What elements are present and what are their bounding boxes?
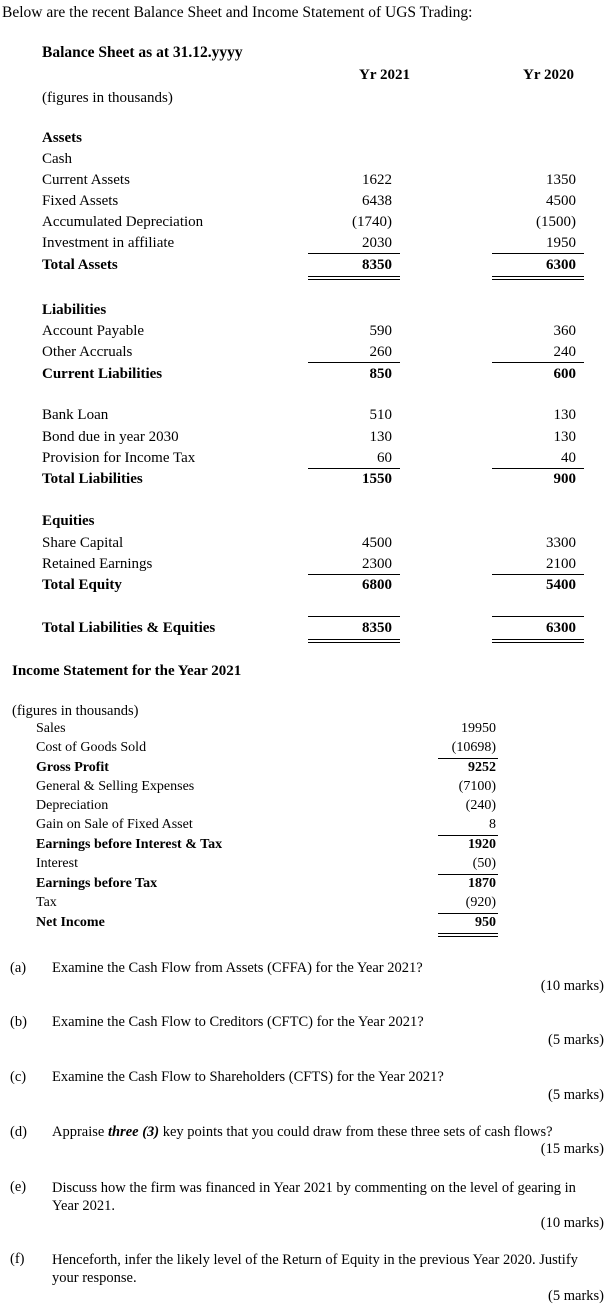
is-value-gross-profit: 9252 [468,760,496,775]
value-2021-total-liabilities: 1550 [362,471,392,487]
is-value-sales: 19950 [461,721,496,736]
value-2020-current-liabilities: 600 [553,366,576,382]
question-e-letter: (e) [10,1179,27,1195]
is-label-gain-on-sale: Gain on Sale of Fixed Asset [36,817,193,832]
value-2020-retained-earnings: 2100 [546,556,576,572]
value-2021-bank-loan: 510 [369,407,392,423]
is-label-net-income: Net Income [36,915,105,930]
value-2021-accumulated-depreciation: (1740) [352,214,392,230]
value-2020-provision-for-income-tax: 40 [561,450,576,466]
value-2021-investment-in-affiliate: 2030 [362,235,392,251]
subtotal-rule [308,253,400,254]
balance-sheet-title: Balance Sheet as at 31.12.yyyy [42,44,243,61]
is-label-ebt: Earnings before Tax [36,876,158,891]
is-label-tax: Tax [36,895,57,910]
value-2020-accumulated-depreciation: (1500) [536,214,576,230]
question-d-letter: (d) [10,1124,27,1140]
value-2020-account-payable: 360 [553,323,576,339]
row-label-account-payable: Account Payable [42,323,145,339]
column-header-2021: Yr 2021 [359,67,410,83]
subtotal-rule [438,835,498,836]
value-2021-current-assets: 1622 [362,172,392,188]
value-2021-total-liabilities-equities: 8350 [362,620,392,636]
value-2020-fixed-assets: 4500 [546,193,576,209]
question-c-text: Examine the Cash Flow to Shareholders (CFTS) for the Year 2021? [52,1069,444,1085]
value-2020-other-accruals: 240 [553,344,576,360]
question-e-marks: (10 marks) [540,1215,604,1231]
subtotal-rule [308,616,400,617]
is-label-depreciation: Depreciation [36,798,109,813]
is-value-depreciation: (240) [465,798,496,813]
row-label-total-assets: Total Assets [42,257,118,273]
subtotal-rule [308,468,400,469]
question-b-text: Examine the Cash Flow to Creditors (CFTC) for the Year 2021? [52,1014,424,1030]
row-label-fixed-assets: Fixed Assets [42,193,119,209]
assets-heading: Assets [42,130,82,146]
intro-text: Below are the recent Balance Sheet and Income Statement of UGS Trading: [2,4,473,21]
question-c-marks: (5 marks) [548,1087,604,1103]
total-double-rule [308,639,400,643]
value-2020-current-assets: 1350 [546,172,576,188]
value-2021-provision-for-income-tax: 60 [377,450,392,466]
question-f-text: Henceforth, infer the likely level of the Return of Equity in the previous Year 2020. Justify your response. [52,1252,578,1286]
value-2020-investment-in-affiliate: 1950 [546,235,576,251]
row-label-other-accruals: Other Accruals [42,344,133,360]
subtotal-rule [492,362,584,363]
row-label-bank-loan: Bank Loan [42,407,109,423]
row-label-total-liabilities: Total Liabilities [42,471,143,487]
row-label-retained-earnings: Retained Earnings [42,556,153,572]
value-2020-total-assets: 6300 [546,257,576,273]
subtotal-rule [438,874,498,875]
total-double-rule [438,933,498,937]
is-label-cogs: Cost of Goods Sold [36,740,147,755]
total-double-rule [492,276,584,280]
equities-heading: Equities [42,513,95,529]
subtotal-rule [492,468,584,469]
value-2021-other-accruals: 260 [369,344,392,360]
row-label-share-capital: Share Capital [42,535,124,551]
value-2021-bond: 130 [369,429,392,445]
is-value-tax: (920) [465,895,496,910]
is-value-ebit: 1920 [468,837,496,852]
question-b-letter: (b) [10,1014,27,1030]
row-label-provision-for-income-tax: Provision for Income Tax [42,450,196,466]
is-label-ebit: Earnings before Interest & Tax [36,837,223,852]
is-label-general-selling: General & Selling Expenses [36,779,195,794]
is-label-gross-profit: Gross Profit [36,760,109,775]
is-value-gain-on-sale: 8 [489,817,496,832]
question-a-text: Examine the Cash Flow from Assets (CFFA) for the Year 2021? [52,960,423,976]
question-a-letter: (a) [10,960,27,976]
column-header-2020: Yr 2020 [523,67,574,83]
value-2020-share-capital: 3300 [546,535,576,551]
value-2021-retained-earnings: 2300 [362,556,392,572]
value-2020-total-liabilities: 900 [553,471,576,487]
subtotal-rule [492,253,584,254]
income-statement-title: Income Statement for the Year 2021 [12,663,242,679]
row-label-total-liabilities-equities: Total Liabilities & Equities [42,620,216,636]
value-2021-total-assets: 8350 [362,257,392,273]
question-a-marks: (10 marks) [540,978,604,994]
value-2020-bank-loan: 130 [553,407,576,423]
balance-sheet-figures-note: (figures in thousands) [42,90,173,106]
is-value-interest: (50) [472,856,496,871]
total-double-rule [492,639,584,643]
subtotal-rule [438,913,498,914]
question-e-text: Discuss how the firm was financed in Year 2021 by commenting on the level of gearing in Year 2021. [52,1180,576,1214]
income-statement-figures-note: (figures in thousands) [12,703,139,719]
value-2021-fixed-assets: 6438 [362,193,392,209]
is-value-cogs: (10698) [451,740,496,755]
subtotal-rule [308,362,400,363]
row-label-current-liabilities: Current Liabilities [42,366,163,382]
row-label-cash: Cash [42,151,72,167]
subtotal-rule [492,574,584,575]
question-d-marks: (15 marks) [540,1141,604,1157]
value-2021-share-capital: 4500 [362,535,392,551]
row-label-investment-in-affiliate: Investment in affiliate [42,235,175,251]
is-value-net-income: 950 [475,915,496,930]
value-2020-bond: 130 [553,429,576,445]
value-2021-current-liabilities: 850 [369,366,392,382]
question-b-marks: (5 marks) [548,1032,604,1048]
subtotal-rule [438,758,498,759]
row-label-accumulated-depreciation: Accumulated Depreciation [42,214,204,230]
question-f-marks: (5 marks) [548,1288,604,1304]
is-value-general-selling: (7100) [458,779,496,794]
question-d-text: Appraise three (3) key points that you could draw from these three sets of cash flows? [52,1124,553,1140]
value-2021-account-payable: 590 [369,323,392,339]
value-2021-total-equity: 6800 [362,577,392,593]
is-value-ebt: 1870 [468,876,496,891]
question-d-emphasis: three (3) [107,1124,160,1140]
row-label-bond: Bond due in year 2030 [42,429,179,445]
question-f-letter: (f) [10,1251,25,1267]
is-label-interest: Interest [36,856,78,871]
total-double-rule [308,276,400,280]
liabilities-heading: Liabilities [42,302,107,318]
row-label-current-assets: Current Assets [42,172,130,188]
is-label-sales: Sales [36,721,66,736]
question-c-letter: (c) [10,1069,27,1085]
value-2020-total-equity: 5400 [546,577,576,593]
value-2020-total-liabilities-equities: 6300 [546,620,576,636]
row-label-total-equity: Total Equity [42,577,122,593]
subtotal-rule [492,616,584,617]
subtotal-rule [308,574,400,575]
